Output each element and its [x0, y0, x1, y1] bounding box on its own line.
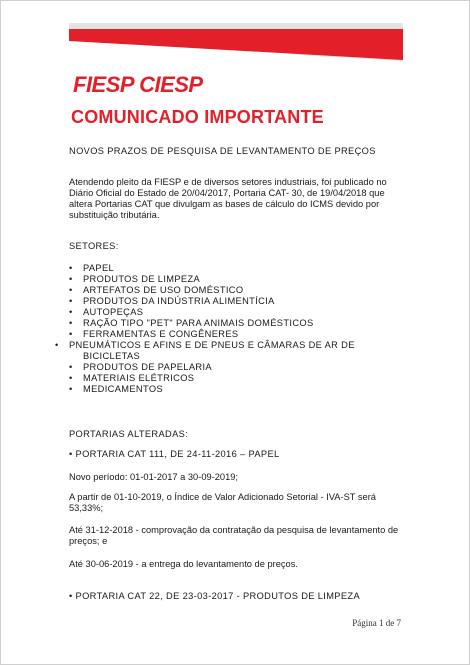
list-item: • AUTOPEÇAS [69, 307, 369, 318]
fiesp-logo: FIESP [73, 72, 135, 97]
portaria-111-title: • PORTARIA CAT 111, DE 24-11-2016 – PAPEL [69, 449, 280, 459]
list-item: • PRODUTOS DE PAPELARIA [69, 362, 369, 373]
intro-paragraph: Atendendo pleito da FIESP e de diversos setores industriais, foi publicado no Diário Oficial do Estado de 20/04/2017, Portaria CAT- 30, de 19/04/2018 que altera Portarias CAT que divulgam as bases de cálculo do ICMS devido por substituição tributária. [69, 177, 387, 220]
subject-heading: NOVOS PRAZOS DE PESQUISA DE LEVANTAMENTO DE PREÇOS [69, 146, 376, 156]
list-item: • ARTEFATOS DE USO DOMÉSTICO [69, 285, 369, 296]
page-title: COMUNICADO IMPORTANTE [71, 107, 324, 127]
list-item: • MEDICAMENTOS [69, 384, 369, 395]
list-item: • MATERIAIS ELÉTRICOS [69, 373, 369, 384]
list-item: • PRODUTOS DA INDÚSTRIA ALIMENTÍCIA [69, 296, 369, 307]
sectors-heading: SETORES: [69, 241, 119, 251]
sectors-list [69, 263, 369, 395]
list-item: • RAÇÃO TIPO "PET" PARA ANIMAIS DOMÉSTICOS [69, 318, 369, 329]
logos [73, 73, 203, 97]
list-item: • PAPEL [69, 263, 369, 274]
header-banner [1, 1, 470, 71]
page-number: Página 1 de 7 [352, 618, 401, 628]
portarias-heading: PORTARIAS ALTERADAS: [69, 429, 189, 439]
list-item: • PNEUMÁTICOS E AFINS E DE PNEUS E CÂMARAS DE AR DE BICICLETAS [69, 340, 369, 362]
portaria-111-comprovacao: Até 31-12-2018 - comprovação da contratação da pesquisa de levantamento de preços; e [69, 525, 399, 546]
ciesp-logo: CIESP [139, 72, 203, 97]
portaria-111-entrega: Até 30-06-2019 - a entrega do levantamento de preços. [69, 559, 298, 569]
portaria-22-title: • PORTARIA CAT 22, DE 23-03-2017 - PRODUTOS DE LIMPEZA [69, 591, 360, 601]
list-item: • FERRAMENTAS E CONGÊNERES [69, 329, 369, 340]
list-item: • PRODUTOS DE LIMPEZA [69, 274, 369, 285]
portaria-111-iva: A partir de 01-10-2019, o Índice de Valor Adicionado Setorial - IVA-ST será 53,33%; [69, 492, 376, 513]
portaria-111-period: Novo período: 01-01-2017 a 30-09-2019; [69, 472, 239, 482]
